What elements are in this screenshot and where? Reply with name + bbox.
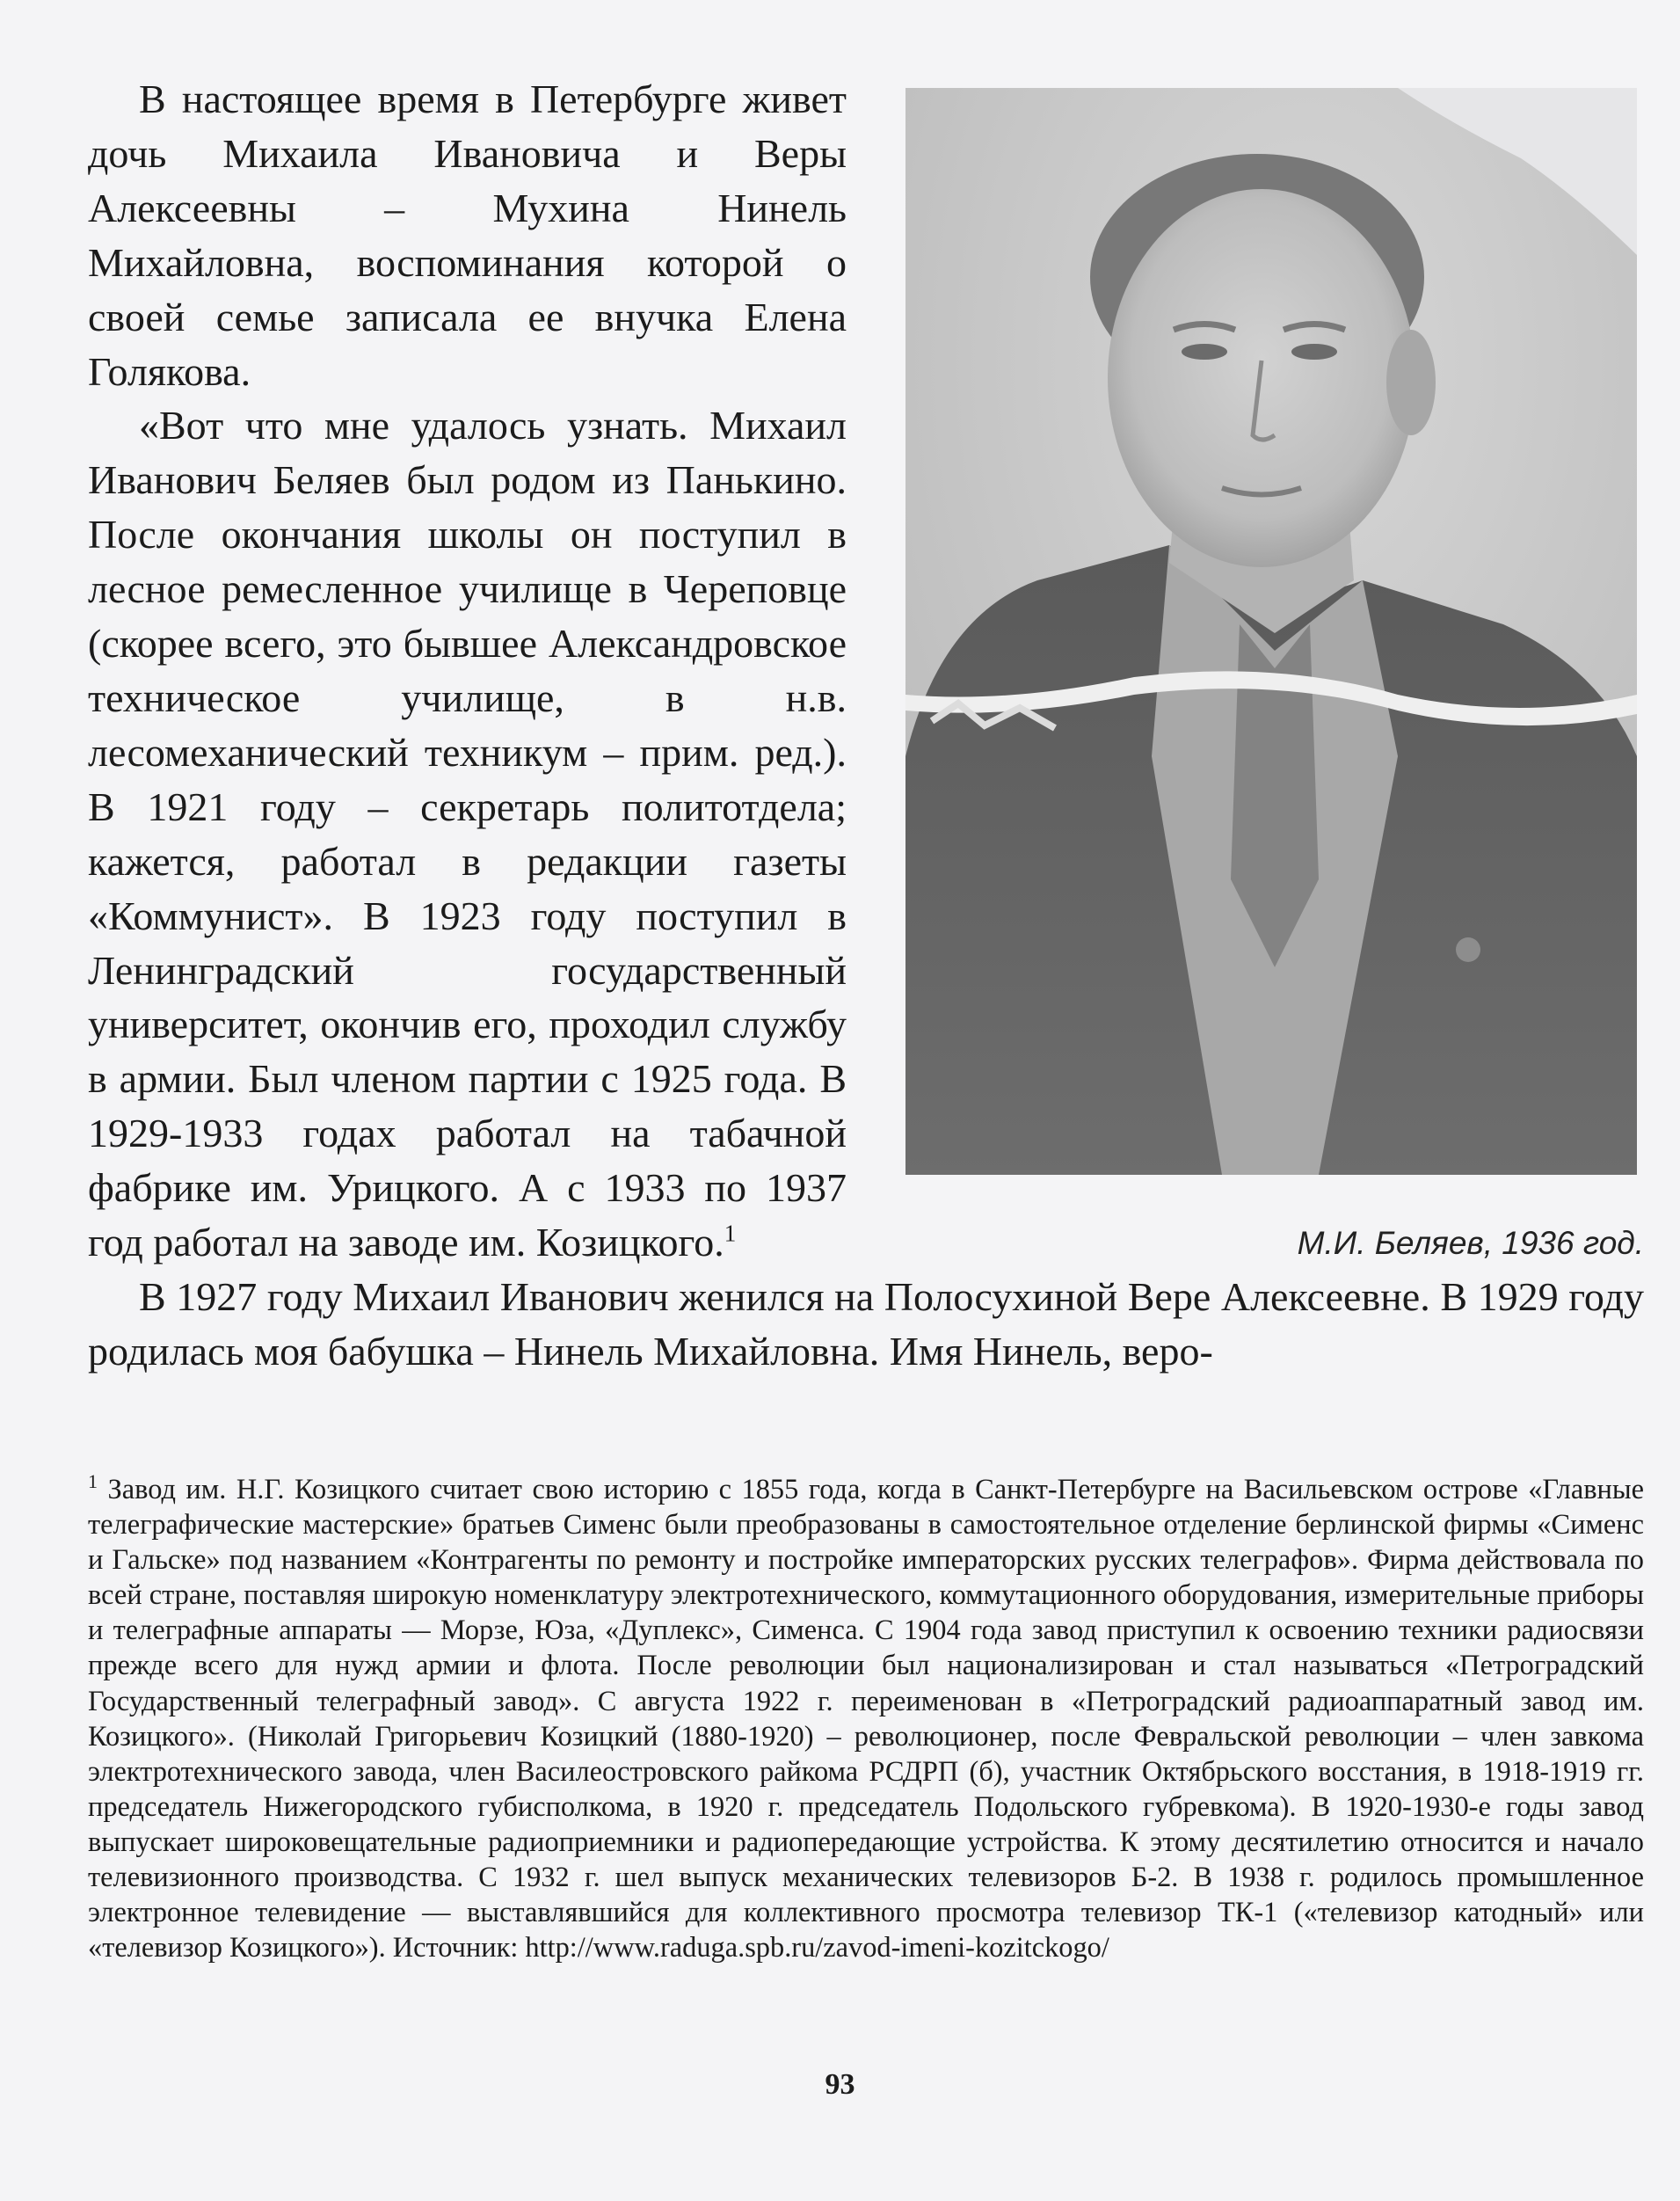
- paragraph-2-text: «Вот что мне удалось узнать. Михаил Иванович Беляев был родом из Панькино. После окончания школы он поступил в лесное ремесленное училище в Череповце (скорее всего, это бывшее Александровское техническое училище, в н.в. лесомеханический техникум – прим. ред.). В 1921 году – секретарь политотдела; кажется, работал в редакции газеты «Коммунист». В 1923 году поступил в Ленинградский государственный университет, окончив его, проходил службу в армии. Был членом партии с 1925 года. В 1929-1933 годах работал на табачной фабрике им. Урицкого. А с 1933 по 1937 год работал на заводе им. Козицкого.: [88, 403, 847, 1265]
- footnote-marker: 1: [88, 1470, 98, 1493]
- photo-caption: М.И. Беляев, 1936 год.: [1297, 1225, 1644, 1261]
- paragraph-3: В 1927 году Михаил Иванович женился на Полосухиной Вере Алексеевне. В 1929 году родилась моя бабушка – Нинель Михайловна. Имя Нинель, веро-: [88, 1273, 1644, 1374]
- portrait-photo: [905, 88, 1637, 1175]
- paragraph-1: В настоящее время в Петербурге живет дочь Михаила Ивановича и Веры Алексеевны – Мухина Нинель Михайловна, воспоминания которой о своей семье записала ее внучка Елена Голякова.: [88, 77, 847, 394]
- page-number: 93: [825, 2068, 855, 2101]
- photo-figure: [895, 88, 1644, 1263]
- footnote-text: Завод им. Н.Г. Козицкого считает свою историю с 1855 года, когда в Санкт-Петербурге на Васильевском острове «Главные телеграфические мастерские» братьев Сименс были преобразованы в самостоятельное отделение берлинской фирмы «Сименс и Гальске» под названием «Контрагенты по ремонту и постройке императорских русских телеграфов». Фирма действовала по всей стране, поставляя широкую номенклатуру электротехнического, коммутационного оборудования, измерительные приборы и телеграфные аппараты — Морзе, Юза, «Дуплекс», Сименса. С 1904 года завод приступил к освоению техники радиосвязи прежде всего для нужд армии и флота. После революции был национализирован и стал называться «Петроградский Государственный телеграфный завод». С августа 1922 г. переименован в «Петроградский радиоаппаратный завод им. Козицкого». (Николай Григорьевич Козицкий (1880-1920) – революционер, после Февральской революции – член завкома электротехнического завода, член Василеостровского райкома РСДРП (б), участник Октябрьского восстания, в 1918-1919 гг. председатель Нижегородского губисполкома, в 1920 г. председатель Подольского губревкома). В 1920-1930-е годы завод выпускает широковещательные радиоприемники и радиопередающие устройства. К этому десятилетию относится и начало телевизионного производства. С 1932 г. шел выпуск механических телевизоров Б-2. В 1938 г. родилось промышленное электронное телевидение — выставлявшийся для коллективного просмотра телевизор ТК-1 («телевизор катодный» или «телевизор Козицкого»). Источник: http://www.raduga.spb.ru/zavod-imeni-kozitckogo/: [88, 1474, 1644, 1964]
- main-text: [88, 72, 1644, 1379]
- portrait-image: [905, 88, 1637, 1175]
- footnote: [88, 1472, 1644, 1965]
- footnote-reference: 1: [724, 1220, 737, 1247]
